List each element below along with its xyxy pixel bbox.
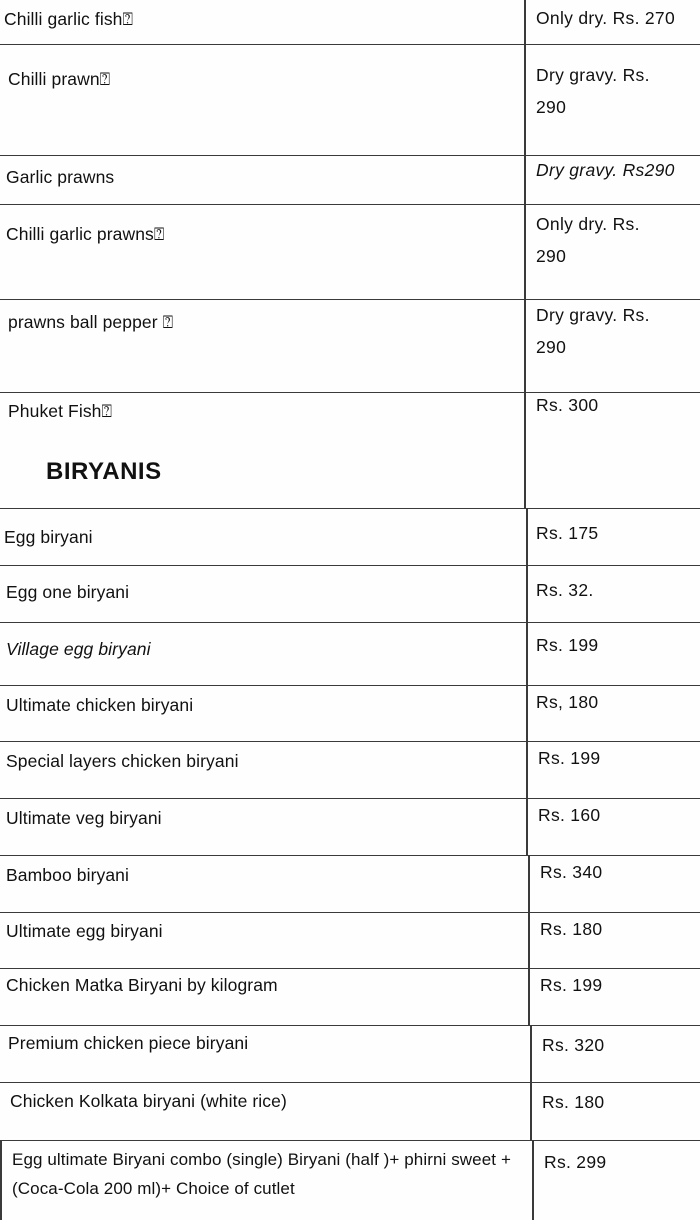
- column-divider: [524, 45, 526, 155]
- column-divider: [524, 393, 526, 444]
- table-row: [0, 300, 700, 393]
- item-price: Only dry. Rs. 270: [536, 8, 675, 28]
- item-name: Egg biryani: [4, 527, 93, 547]
- table-row: [0, 799, 700, 856]
- item-price: Dry gravy. Rs. 290: [536, 65, 650, 117]
- item-price: Rs. 199: [536, 635, 599, 655]
- table-row: [0, 1026, 700, 1083]
- item-name: Chicken Kolkata biryani (white rice): [10, 1091, 287, 1111]
- item-name: Chicken Matka Biryani by kilogram: [6, 975, 278, 995]
- table-row: [0, 205, 700, 300]
- item-price: Rs, 180: [536, 692, 599, 712]
- item-name: Ultimate chicken biryani: [6, 695, 194, 715]
- column-divider: [524, 156, 526, 204]
- column-divider: [0, 1141, 2, 1220]
- item-name: Egg one biryani: [6, 582, 130, 602]
- table-row: [0, 0, 700, 45]
- item-name: Chilli prawn⍰: [8, 69, 111, 89]
- table-row: [0, 156, 700, 205]
- table-row: [0, 45, 700, 156]
- item-price: Rs. 199: [538, 748, 601, 768]
- item-price: Rs. 199: [540, 975, 603, 995]
- table-row: [0, 742, 700, 799]
- table-row: [0, 393, 700, 444]
- item-name: Phuket Fish⍰: [8, 401, 113, 421]
- column-divider: [530, 1083, 532, 1140]
- item-name: Chilli garlic fish⍰: [4, 9, 134, 29]
- item-name: Special layers chicken biryani: [6, 751, 239, 771]
- item-price: Rs. 175: [536, 523, 599, 543]
- column-divider: [524, 444, 526, 508]
- item-name: Ultimate egg biryani: [6, 921, 163, 941]
- item-price: Rs. 180: [542, 1092, 605, 1112]
- column-divider: [526, 686, 528, 741]
- item-name: Garlic prawns: [6, 167, 115, 187]
- item-price: Dry gravy. Rs. 290: [536, 305, 650, 357]
- item-price: Rs. 340: [540, 862, 603, 882]
- table-row: [0, 509, 700, 566]
- item-price: Only dry. Rs. 290: [536, 214, 640, 266]
- section-header-row: [0, 444, 700, 509]
- table-row: [0, 623, 700, 686]
- column-divider: [526, 509, 528, 565]
- column-divider: [526, 566, 528, 622]
- item-price: Rs. 180: [540, 919, 603, 939]
- table-row: [0, 686, 700, 742]
- item-name: prawns ball pepper ⍰: [8, 312, 174, 332]
- item-price: Rs. 32.: [536, 580, 594, 600]
- column-divider: [528, 969, 530, 1025]
- item-name: Village egg biryani: [6, 639, 151, 659]
- item-name: Ultimate veg biryani: [6, 808, 162, 828]
- column-divider: [524, 205, 526, 299]
- item-name: Premium chicken piece biryani: [8, 1033, 249, 1053]
- column-divider: [526, 742, 528, 798]
- column-divider: [528, 856, 530, 912]
- column-divider: [530, 1026, 532, 1082]
- column-divider: [528, 913, 530, 968]
- item-price: Rs. 299: [544, 1152, 607, 1172]
- column-divider: [524, 300, 526, 392]
- item-name: Bamboo biryani: [6, 865, 129, 885]
- table-row: [0, 1141, 700, 1220]
- column-divider: [526, 623, 528, 685]
- table-row: [0, 1083, 700, 1141]
- section-title: BIRYANIS: [46, 458, 162, 485]
- table-row: [0, 913, 700, 969]
- item-price: Dry gravy. Rs290: [536, 160, 675, 180]
- table-row: [0, 856, 700, 913]
- item-name: Chilli garlic prawns⍰: [6, 224, 165, 244]
- column-divider: [526, 799, 528, 855]
- item-name: Egg ultimate Biryani combo (single) Biryani (half )+ phirni sweet +(Coca-Cola 200 ml)+ Choice of cutlet: [12, 1150, 511, 1198]
- table-row: [0, 969, 700, 1026]
- item-price: Rs. 160: [538, 805, 601, 825]
- item-price: Rs. 300: [536, 395, 599, 415]
- column-divider: [532, 1141, 534, 1220]
- column-divider: [524, 0, 526, 44]
- item-price: Rs. 320: [542, 1035, 605, 1055]
- table-row: [0, 566, 700, 623]
